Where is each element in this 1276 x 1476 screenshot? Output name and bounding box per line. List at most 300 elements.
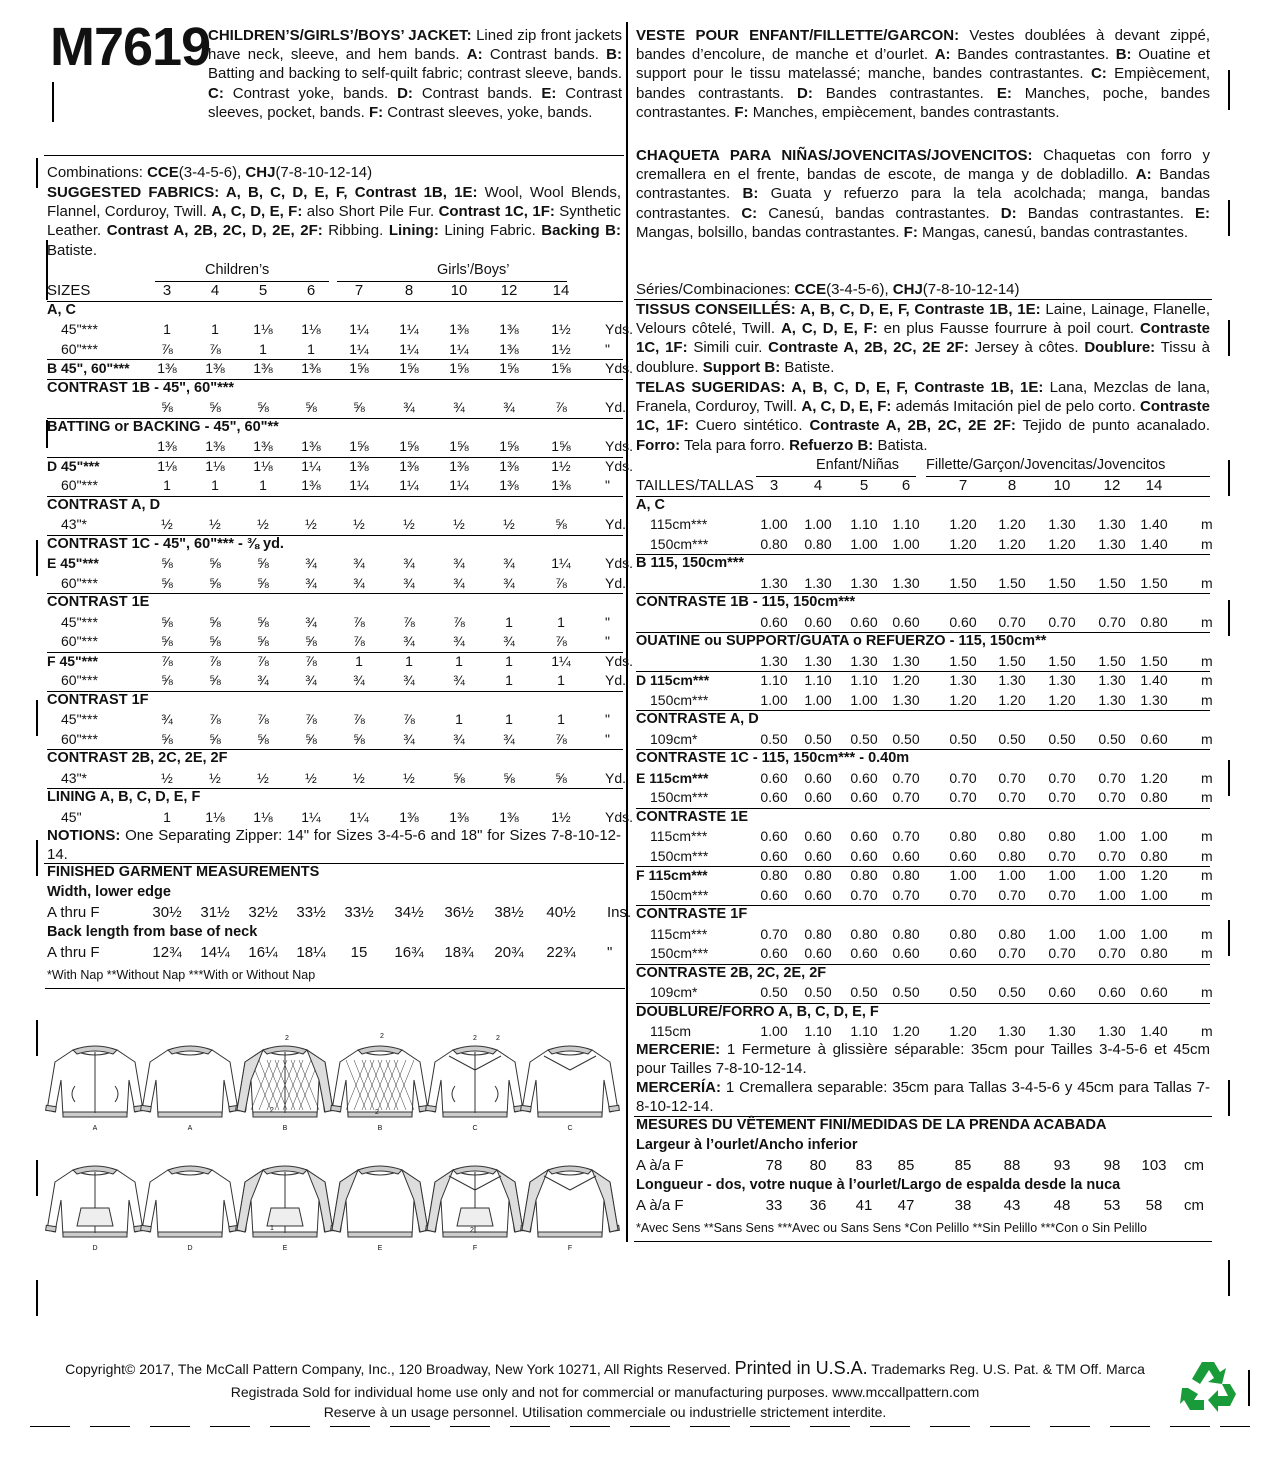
crop-mark: [52, 82, 54, 122]
cell-value: 1.30: [1098, 535, 1126, 552]
cell-value: 0.60: [850, 945, 878, 961]
cell-value: ⅝: [161, 574, 173, 591]
fr-width-title: Largeur à l’ourlet/Ancho inferior: [636, 1137, 858, 1153]
jacket-sketch: [521, 1166, 620, 1252]
suggested-fabrics-es: TELAS SUGERIDAS: A, B, C, D, E, F, Contraste 1B, 1E: Lana, Mezclas de lana, Franela, Corduroy, Twill. A, C, D, E, F: además Imitación piel de pelo corto. Contraste 1C, 1F: Cuero sintético. Contraste A, 2B, 2C, 2E 2F: Tejido de punto acanalado. Forro: Tela para forro. Refuerzo B: Batista.: [636, 379, 1211, 454]
cell-value: 16¾: [394, 944, 424, 961]
en-table-row: [47, 652, 634, 672]
cell-value: 1.10: [850, 1023, 878, 1039]
cell-value: ½: [353, 516, 365, 532]
cell-value: 1.20: [1140, 867, 1168, 883]
cell-value: 0.60: [1140, 984, 1168, 1000]
cell-value: 1.20: [1048, 691, 1076, 708]
cell-value: ⅞: [257, 711, 269, 727]
cell-value: 1.00: [1140, 925, 1168, 942]
kangaroo-pocket: [457, 1208, 493, 1226]
fr-table-row: [636, 516, 1213, 535]
size-6: 6: [901, 477, 911, 494]
cell-value: 1.10: [850, 516, 878, 532]
cell-value: 1: [259, 477, 267, 493]
footer-line-2: Registrada Sold for individual home use only and not for commercial or manufacturing purposes. www.mccallpattern.com: [230, 1384, 980, 1400]
cell-value: ¾: [453, 730, 465, 747]
cell-value: 98: [1103, 1157, 1121, 1174]
cell-value: 1⅛: [205, 808, 225, 825]
cell-value: ¾: [403, 555, 415, 571]
size-4: 4: [813, 477, 823, 494]
suggested-fabrics-fr: TISSUS CONSEILLÉS: A, B, C, D, E, F, Contraste 1B, 1E: Laine, Lainage, Flanelle, Velours côtelé, Twill. A, C, D, E, F: en plus Fausse fourrure à poil court. Contraste 1C, 1F: Simili cuir. Contraste A, 2B, 2C, 2E 2F: Jersey à côtes. Doublure: Tissu à doublure. Support B: Batiste.: [636, 301, 1211, 376]
fr-table-row: [636, 691, 1213, 711]
row-label: E 115cm***: [636, 769, 709, 786]
fr-section-header: CONTRASTE 1C - 115, 150cm*** - 0.40m: [636, 750, 910, 766]
cell-value: 1⅜: [399, 457, 419, 474]
cell-value: 1⅜: [349, 457, 369, 474]
cell-value: 0.50: [1098, 730, 1126, 747]
piece-marker: 2: [380, 1033, 384, 1040]
cell-value: 0.60: [892, 847, 920, 864]
cell-value: ½: [161, 769, 173, 786]
row-label: 150cm***: [650, 789, 709, 805]
cell-value: 1½: [551, 340, 571, 357]
cell-value: ¾: [403, 574, 415, 591]
unit-label: m: [1201, 925, 1213, 942]
cell-value: 1.30: [804, 574, 832, 591]
unit-label: Yds.: [605, 555, 634, 571]
cell-value: 1⅝: [499, 360, 519, 376]
cell-value: ¾: [353, 672, 365, 688]
row-label: 45": [61, 808, 82, 825]
cell-value: 1.40: [1140, 672, 1168, 688]
crop-mark: [36, 158, 38, 188]
unit-label: m: [1201, 672, 1213, 688]
cell-value: 0.50: [850, 730, 878, 747]
crop-mark: [36, 1020, 38, 1056]
cell-value: ⅞: [209, 711, 221, 727]
piece-marker: 2: [473, 1035, 477, 1042]
cell-value: 1.30: [1098, 1023, 1126, 1039]
cell-value: ⅝: [555, 769, 567, 786]
cell-value: 0.80: [850, 867, 878, 883]
row-label: 60"***: [61, 340, 98, 357]
unit-label: cm: [1184, 1157, 1204, 1174]
size-12: 12: [1103, 477, 1121, 494]
cell-value: ⅞: [209, 340, 221, 357]
cell-value: 47: [897, 1197, 915, 1214]
cell-value: 0.50: [804, 984, 832, 1000]
cell-value: 1¼: [449, 340, 469, 357]
cell-value: 1: [163, 808, 171, 825]
cell-value: 1.50: [949, 574, 977, 591]
cell-value: ½: [305, 769, 317, 786]
cell-value: 0.70: [998, 886, 1026, 903]
crop-mark: [36, 1280, 38, 1316]
unit-label: m: [1201, 789, 1213, 805]
cell-value: ⅝: [353, 399, 365, 415]
cell-value: 1⅛: [157, 457, 177, 474]
cell-value: 1.00: [1098, 925, 1126, 942]
en-table-row: [47, 575, 627, 594]
cell-value: ½: [209, 516, 221, 532]
cuff-band: [141, 1105, 152, 1111]
row-label: 45"***: [61, 711, 98, 727]
cell-value: 1.10: [892, 516, 920, 532]
cell-value: 1.00: [1048, 925, 1076, 942]
cell-value: 1.30: [1048, 516, 1076, 532]
cell-value: 0.80: [1140, 945, 1168, 961]
jacket-sketch: [426, 1166, 525, 1252]
cell-value: 1.50: [998, 574, 1026, 591]
garment-sketches: [40, 1020, 620, 1260]
unit-label: m: [1201, 516, 1213, 532]
en-section-header: CONTRAST 1F: [47, 691, 149, 708]
cell-value: 1.40: [1140, 535, 1168, 552]
cell-value: 0.60: [760, 945, 788, 961]
cell-value: 0.70: [1098, 769, 1126, 786]
unit-label: Yd.: [605, 516, 627, 532]
size-7: 7: [958, 477, 968, 494]
row-label: E 45"***: [47, 555, 99, 571]
fr-table-row: [636, 886, 1213, 906]
unit-label: m: [1201, 828, 1213, 844]
size-5: 5: [859, 477, 869, 494]
cell-value: 34½: [394, 904, 424, 921]
en-table-row: [47, 711, 627, 730]
fr-table-row: [636, 535, 1213, 555]
en-width-row: [47, 904, 632, 923]
row-label: 60"***: [61, 730, 98, 747]
cell-value: 0.50: [850, 984, 878, 1000]
fr-section-header: OUATINE ou SUPPORT/GUATA o REFUERZO - 115, 150cm**: [636, 633, 1047, 649]
cell-value: ¾: [503, 555, 515, 571]
crop-mark: [1228, 460, 1230, 496]
unit-label: ": [605, 477, 610, 493]
cell-value: 1: [211, 321, 219, 337]
piece-marker: 2: [470, 1227, 474, 1234]
cut-line: [750, 1426, 790, 1427]
piece-marker: 2: [496, 1035, 500, 1042]
cell-value: 1⅝: [349, 438, 369, 454]
cell-value: 0.70: [1098, 847, 1126, 864]
en-section-header: CONTRAST 2B, 2C, 2E, 2F: [47, 750, 228, 766]
unit-label: cm: [1184, 1197, 1204, 1214]
en-back-title: Back length from base of neck: [47, 924, 258, 940]
cell-value: 0.60: [804, 828, 832, 844]
cell-value: 103: [1141, 1157, 1167, 1174]
crop-mark: [36, 700, 38, 736]
view-letter: D: [92, 1245, 98, 1252]
cell-value: 0.80: [760, 535, 788, 552]
en-table-row: [47, 399, 627, 418]
cell-value: ¾: [403, 633, 415, 649]
cell-value: 31½: [200, 904, 230, 921]
cell-value: 0.60: [760, 613, 788, 630]
cell-value: 1⅜: [253, 438, 273, 454]
cell-value: 1.00: [760, 691, 788, 708]
unit-label: m: [1201, 769, 1213, 786]
piece-marker: 2: [375, 1109, 379, 1116]
cell-value: 22¾: [546, 944, 576, 961]
cell-value: ⅞: [209, 652, 221, 669]
crop-mark: [1228, 920, 1230, 956]
cell-value: 1.30: [760, 652, 788, 669]
unit-label: m: [1201, 984, 1213, 1000]
cell-value: 0.50: [949, 730, 977, 747]
cell-value: 1.30: [998, 672, 1026, 688]
cut-line: [690, 1426, 730, 1427]
row-label: A à/a F: [636, 1157, 684, 1174]
cell-value: 1⅜: [449, 457, 469, 474]
cut-line: [510, 1426, 550, 1427]
cell-value: ⅝: [305, 399, 317, 415]
cell-value: 1.30: [892, 574, 920, 591]
cut-line: [570, 1426, 610, 1427]
cell-value: ⅝: [353, 730, 365, 747]
cell-value: 1.00: [1098, 886, 1126, 903]
fr-width-row: [636, 1157, 1214, 1176]
cut-line: [1050, 1426, 1090, 1427]
cell-value: ⅝: [161, 730, 173, 747]
fr-table-row: [636, 789, 1213, 808]
cell-value: 20¾: [494, 944, 524, 961]
cell-value: 1.20: [949, 535, 977, 552]
french-description: VESTE POUR ENFANT/FILLETTE/GARCON: Vestes doublées à devant zippé, bandes d’encolure, de manche et d’ourlet. A: Bandes contrastantes. B: Ouatine et support pour le tissu matelassé; manche, bandes contrastantes. C: Empiècement, bandes contrastants. D: Bandes contrastantes. E: Manches, poche, bandes contrastantes. F: Manches, empiècement, bandes contrastants.: [636, 27, 1210, 121]
cell-value: 0.60: [760, 828, 788, 844]
cell-value: 0.60: [850, 847, 878, 864]
cell-value: 80: [809, 1157, 827, 1174]
size-14: 14: [1145, 477, 1163, 494]
fr-section-header: CONTRASTE 1E: [636, 808, 748, 825]
cell-value: 1⅜: [253, 360, 273, 376]
cell-value: 1: [455, 711, 463, 727]
cell-value: 1: [505, 652, 513, 669]
cell-value: 1⅝: [551, 360, 571, 376]
cell-value: 1.00: [804, 516, 832, 532]
cell-value: 1.30: [1140, 691, 1168, 708]
cell-value: 1.00: [892, 535, 920, 552]
cell-value: ⅝: [257, 730, 269, 747]
cell-value: ⅝: [555, 516, 567, 532]
cut-line: [330, 1426, 370, 1427]
fr-table-row: [636, 672, 1213, 691]
row-label: 60"***: [61, 477, 98, 493]
view-letter: A: [92, 1125, 98, 1132]
cell-value: 1½: [551, 808, 571, 825]
cell-value: ⅝: [453, 769, 465, 786]
cell-value: 1.10: [804, 672, 832, 688]
cell-value: 1⅜: [551, 477, 571, 493]
size-10: 10: [450, 282, 468, 299]
cell-value: 1.00: [760, 1023, 788, 1039]
cell-value: 1⅝: [551, 438, 571, 454]
unit-label: ": [605, 711, 610, 727]
view-letter: A: [187, 1125, 193, 1132]
fr-table-row: [636, 652, 1213, 672]
cell-value: ⅞: [305, 711, 317, 727]
cell-value: 1.00: [949, 867, 977, 883]
unit-label: m: [1201, 730, 1213, 747]
cell-value: 1: [557, 711, 565, 727]
cell-value: 1.30: [1048, 672, 1076, 688]
unit-label: Yds.: [605, 438, 634, 454]
cell-value: 1.00: [850, 535, 878, 552]
cell-value: ⅞: [555, 633, 567, 649]
en-table-row: [47, 438, 634, 457]
cell-value: ⅞: [257, 652, 269, 669]
row-label: 43"*: [61, 516, 87, 532]
cell-value: ¾: [403, 672, 415, 688]
jacket-sketch: [141, 1046, 240, 1132]
cell-value: 1: [307, 340, 315, 357]
cell-value: 1.00: [1140, 886, 1168, 903]
cell-value: 1.20: [892, 672, 920, 688]
size-3: 3: [769, 477, 779, 494]
cell-value: 1⅜: [449, 808, 469, 825]
cell-value: ⅝: [209, 730, 221, 747]
en-table-row: [47, 808, 634, 828]
cell-value: ¾: [353, 555, 365, 571]
en-table-row: [47, 633, 627, 652]
cell-value: 1¼: [301, 457, 321, 474]
cell-value: 1.30: [1048, 1023, 1076, 1039]
cell-value: ½: [161, 516, 173, 532]
cell-value: 1.30: [998, 1023, 1026, 1039]
cell-value: ½: [257, 516, 269, 532]
fr-table-row: [636, 867, 1213, 886]
cell-value: ¾: [403, 730, 415, 747]
cell-value: 1: [505, 711, 513, 727]
cell-value: 0.70: [1098, 789, 1126, 805]
cell-value: ¾: [403, 399, 415, 415]
cell-value: 1.30: [850, 574, 878, 591]
cell-value: 0.70: [949, 769, 977, 786]
sizes-label: SIZES: [47, 282, 91, 299]
cell-value: 1⅛: [301, 321, 321, 337]
cell-value: 1¼: [349, 321, 369, 337]
cell-value: 1⅝: [499, 438, 519, 454]
cell-value: ¾: [503, 574, 515, 591]
fr-finished-title: MESURES DU VÊTEMENT FINI/MEDIDAS DE LA PRENDA ACABADA: [636, 1117, 1107, 1133]
cell-value: 0.80: [850, 925, 878, 942]
cell-value: 1.10: [804, 1023, 832, 1039]
cell-value: 1.40: [1140, 1023, 1168, 1039]
cut-line: [870, 1426, 910, 1427]
cut-line: [270, 1426, 310, 1427]
collar-band: [168, 1166, 212, 1174]
cell-value: ¾: [453, 574, 465, 591]
cell-value: 1⅜: [157, 360, 177, 376]
cell-value: ⅝: [257, 633, 269, 649]
cell-value: 0.60: [1048, 984, 1076, 1000]
jacket-sketch: [521, 1046, 620, 1132]
unit-label: Yds.: [605, 652, 634, 669]
cell-value: 0.60: [949, 847, 977, 864]
jacket-sketch: [331, 1166, 430, 1252]
cell-value: 0.60: [850, 789, 878, 805]
cell-value: 0.50: [1048, 730, 1076, 747]
cell-value: 0.70: [998, 613, 1026, 630]
cell-value: 0.80: [949, 828, 977, 844]
cell-value: ⅞: [555, 399, 567, 415]
cell-value: ½: [353, 769, 365, 786]
cell-value: 0.80: [804, 925, 832, 942]
cell-value: 32½: [248, 904, 278, 921]
combinations-en: Combinations: CCE(3-4-5-6), CHJ(7-8-10-12-14): [47, 164, 373, 181]
cell-value: ½: [503, 516, 515, 532]
cell-value: ⅞: [353, 711, 365, 727]
cell-value: 1.30: [804, 652, 832, 669]
piece-marker: 1: [270, 1225, 274, 1232]
cell-value: 1¼: [399, 477, 419, 493]
cell-value: 0.60: [804, 769, 832, 786]
cell-value: ½: [403, 516, 415, 532]
row-label: 115cm***: [650, 828, 708, 844]
unit-label: Yd.: [605, 574, 627, 591]
cell-value: 1.50: [1140, 652, 1168, 669]
trademark-text: Trademarks Reg. U.S. Pat. & TM Off. Marca: [871, 1361, 1145, 1377]
cell-value: 0.80: [998, 828, 1026, 844]
hem-band: [348, 1232, 412, 1237]
cell-value: 1.50: [1140, 574, 1168, 591]
cell-value: ⅝: [257, 555, 269, 571]
cell-value: 83: [855, 1157, 873, 1174]
cut-line: [90, 1426, 130, 1427]
crop-mark: [36, 540, 38, 576]
cut-line: [810, 1426, 850, 1427]
cell-value: ⅞: [403, 613, 415, 630]
group-label-girls-boys: Girls’/Boys’: [437, 262, 510, 278]
hem-band: [538, 1112, 602, 1117]
group-label-children: Enfant/Niñas: [816, 457, 900, 473]
cell-value: 1⅝: [399, 438, 419, 454]
unit-label: ": [605, 340, 610, 357]
fr-table-row: [636, 945, 1213, 964]
cell-value: 1: [163, 321, 171, 337]
jacket-sketch: [236, 1166, 335, 1252]
fr-back-title: Longueur - dos, votre nuque à l’ourlet/Largo de espalda desde la nuca: [636, 1177, 1121, 1193]
cell-value: ¾: [503, 730, 515, 747]
fr-table-row: [636, 828, 1213, 847]
footer-line-3: Reserve à un usage personnel. Utilisation commerciale ou industrielle strictement interdite.: [323, 1404, 887, 1420]
row-label: 109cm*: [650, 730, 698, 747]
cell-value: 1⅜: [449, 321, 469, 337]
cell-value: ¾: [305, 555, 317, 571]
en-table-row: [47, 477, 627, 496]
fr-section-header: CONTRASTE 2B, 2C, 2E, 2F: [636, 964, 827, 981]
cell-value: ⅞: [353, 633, 365, 649]
cell-value: 1⅝: [399, 360, 419, 376]
row-label: 150cm***: [650, 691, 709, 708]
cell-value: 0.70: [850, 886, 878, 903]
cell-value: 0.70: [949, 886, 977, 903]
row-label: 115cm: [650, 1023, 691, 1039]
cell-value: 1.50: [1048, 574, 1076, 591]
cell-value: 1⅝: [449, 360, 469, 376]
cell-value: ⅝: [209, 555, 221, 571]
cell-value: 30½: [152, 904, 182, 921]
fr-footnote: *Avec Sens **Sans Sens ***Avec ou Sans Sens *Con Pelillo **Sin Pelillo ***Con o Sin Pelillo: [636, 1221, 1147, 1235]
cell-value: 1.00: [760, 516, 788, 532]
cell-value: 0.60: [804, 613, 832, 630]
cell-value: 0.80: [1048, 828, 1076, 844]
cell-value: ¾: [503, 399, 515, 415]
cell-value: 0.70: [1098, 945, 1126, 961]
cell-value: ⅞: [161, 340, 173, 357]
yardage-table-en: [47, 262, 634, 825]
en-section-header: CONTRAST 1E: [47, 594, 150, 610]
cell-value: ⅝: [161, 613, 173, 630]
cell-value: 78: [765, 1157, 783, 1174]
size-12: 12: [500, 282, 518, 299]
cell-value: 1.00: [804, 691, 832, 708]
